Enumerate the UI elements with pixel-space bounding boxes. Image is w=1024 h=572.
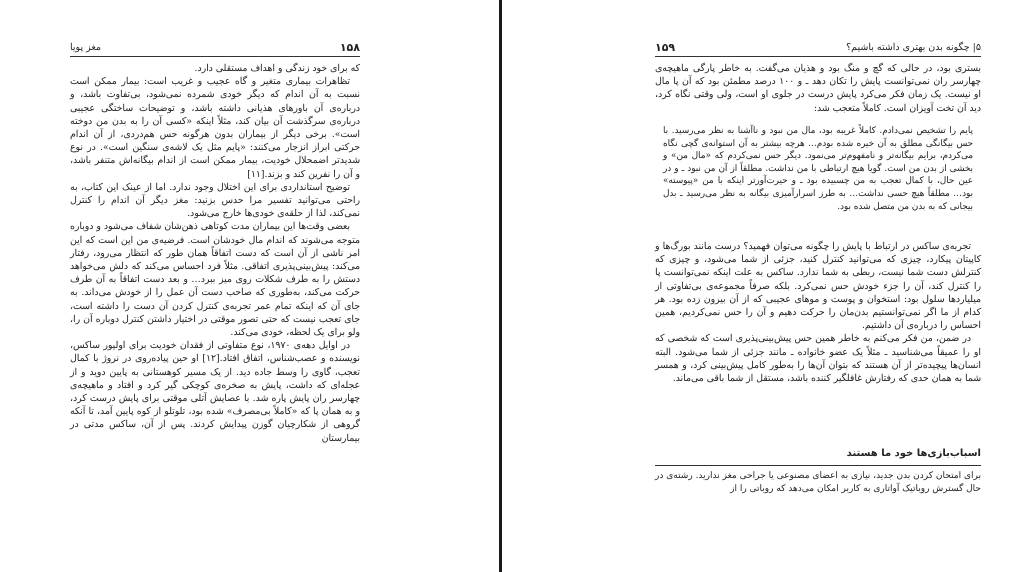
left-page-number: ۱۵۸ xyxy=(339,41,360,54)
boxed-text xyxy=(655,465,981,496)
paragraph: بعضی وقت‌ها این بیماران مدت کوتاهی ذهن‌شان شفاف می‌شود و دوباره متوجه می‌شوند که اندام مال خودشان است. فرضیه‌ی من این است که این امر ناشی از آن است که دست اتفاقاً همان طور که انتظار می‌رود، رفتار می‌کند: پیش‌بینی‌پذیری اتفاقی. مثلاً فرد احساس می‌کند که دلش می‌خواهد دستش را به طرف شکلات روی میز ببرد… و بعد دست اتفاقاً به آن طرف حرکت می‌کند، به‌طوری که صاحب دست آن عمل را از خودش می‌داند. به جای آن که اینکه تمام عمر تجربه‌ی کنترل کردن آن دست را داشته است، جای تعجب نیست که حتی تصور موقتی در اختیار داشتن کنترل دوباره آن را، ولو برای یک لحظه، خودی می‌کند. xyxy=(70,221,360,339)
block-quote: پایم را تشخیص نمی‌دادم. کاملاً غریبه بود، مال من نبود و ناآشنا به نظر می‌رسید. با حس بیگانگی مطلق به آن خیره شده بودم… هرچه بیشتر به آن استوانه‌ی گچی نگاه می‌کردم، برایم بیگانه‌تر و نامفهوم‌تر می‌نمود. دیگر حس نمی‌کردم که «مال من» و بخشی از بدن من است. گویا هیچ ارتباطی با من نداشت. مطلقاً از آن من نبود ـ و در عین حال، با کمال تعجب به من چسبیده بود ـ و حیرت‌آورتر اینکه با من «پیوسته» بود… مطلقاً هیچ حسی نداشت… به طرز اسرارآمیزی بیگانه به نظر می‌رسید ـ بدل بیجانی که به بدن من متصل شده بود. xyxy=(663,126,973,212)
left-page-header xyxy=(70,42,360,54)
paragraph: توضیح استانداردی برای این اختلال وجود ندارد. اما از عینک این کتاب، به راحتی می‌توانید تفسیر مرا حدس بزنید: مغز دیگر آن اندام را کنترل نمی‌کند، لذا از حلقه‌ی خودی‌ها خارج می‌شود. xyxy=(70,181,360,220)
left-header-rule xyxy=(70,56,360,57)
left-page-running-title: مغز پویا xyxy=(70,42,102,53)
paragraph: که برای خود زندگی و اهداف مستقلی دارد. xyxy=(194,63,360,74)
right-header-rule xyxy=(655,56,981,57)
paragraph: در اوایل دهه‌ی ۱۹۷۰، نوع متفاوتی از فقدان خودیت برای اولیور ساکس، نویسنده و عصب‌شناس، اتفاق افتاد.[۱۲] او حین پیاده‌روی در نروژ با کمال تعجب، گاوی را وسط جاده دید. از یک مسیر کوهستانی به پایین دوید و از عجله‌ای که داشت، پایش به صخره‌ی کوچکی گیر کرد و افتاد و ماهیچه‌ی چهارسر ران پایش پاره شد. با عصایش آتلی موقتی برای پایش درست کرد، و به همان پا که «کاملاً بی‌مصرف» شده بود، تلوتلو از کوه پایین آمد، تا آنکه گروهی از شکارچیان گوزن پیدایش کردند. پس از آن، ساکس مدتی در بیمارستان xyxy=(70,340,360,444)
page-divider xyxy=(499,0,502,572)
left-page-body xyxy=(70,62,360,445)
box-paragraph: برای امتحان کردن بدن جدید، نیازی به اعضای مصنوعی یا جراحی مغز ندارید. رشته‌ی در حال گسترش روباتیک آواتاری به کاربر امکان می‌دهد که روباتی را از xyxy=(655,471,981,494)
paragraph: در ضمن، من فکر می‌کنم به خاطر همین حس پیش‌بینی‌پذیری است که شخصی که او را عمیقاً می‌شناسید ـ مثلاً یک عضو خانواده ـ مانند جزئی از شما می‌شود. البته انسان‌ها پیچیده‌تر از آن هستند که بتوان آن‌ها را به‌طور کامل پیش‌بینی کرد، و همسر شما به همان حدی که رفتارش غافلگیر کننده باشد، مستقل از شما باقی می‌ماند. xyxy=(655,333,981,385)
right-page-chapter-title: ۵| چگونه بدن بهتری داشته باشیم؟ xyxy=(846,42,981,53)
right-page-body xyxy=(655,240,981,385)
intro-paragraph xyxy=(655,62,981,115)
paragraph: تجربه‌ی ساکس در ارتباط با پایش را چگونه می‌توان فهمید؟ درست مانند بورگ‌ها و کاپیتان پیکارد، چیزی که می‌توانید کنترل کنید، جزئی از شما می‌شود، و چیزی که کنترلش دست شما نیست، ربطی به شما ندارد. ساکس به علت اینکه نمی‌توانست پا را کنترل کند، آن را جزء خودش حس نمی‌کرد. بلکه صرفاً مجموعه‌ی بی‌تفاوتی از میلیاردها سلول بود: استخوان و پوست و موهای عجیبی که از آن بیرون زده بود. هر کدام از ما اگر نمی‌توانستیم بدن‌مان را حرکت دهیم و آن را حس نمی‌کردیم، همین احساس را درباره‌ی آن داشتیم. xyxy=(655,241,981,332)
right-page xyxy=(505,0,1024,572)
left-page xyxy=(0,0,498,572)
right-page-header xyxy=(655,42,981,54)
section-heading: اسباب‌بازی‌ها خود ما هستند xyxy=(846,448,981,459)
paragraph: تظاهرات بیماری متغیر و گاه عجیب و غریب است: بیمار ممکن است نسبت به آن اندام که دیگر خودی شمرده نمی‌شود، بی‌تفاوت باشد، و درباره‌ی آن باورهای هذیانی داشته باشد، و توضیحات ساختگی عجیبی درباره‌ی سرگذشت آن بیان کند، مثلاً اینکه «کسی آن را به بدن من دوخته است». برخی دیگر از بیماران بدون هرگونه حس هم‌دردی، از آن اندام حرکتی ابراز انزجار می‌کنند: «پایم مثل یک لاشه‌ی سنگین است». در نوع شدیدتر اضمحلال خودیت، بیمار ممکن است از اندام بیگانه‌اش متنفر باشد، و آن را نفرین کند و بزند.[۱۱] xyxy=(70,76,360,180)
paragraph: بستری بود، در حالی که گچ و منگ بود و هذیان می‌گفت. به خاطر پارگی ماهیچه‌ی چهارسر ران نمی‌توانست پایش را تکان دهد ـ و ۱۰۰ درصد مطمئن بود که آن پا مال او نیست. یک زمان فکر می‌کرد پایش درست در جلوی او است، ولی وقتی نگاه کرد، دید آن تخت آویزان است. کاملاً متعجب شد: xyxy=(655,63,982,114)
right-page-number: ۱۵۹ xyxy=(655,41,676,54)
